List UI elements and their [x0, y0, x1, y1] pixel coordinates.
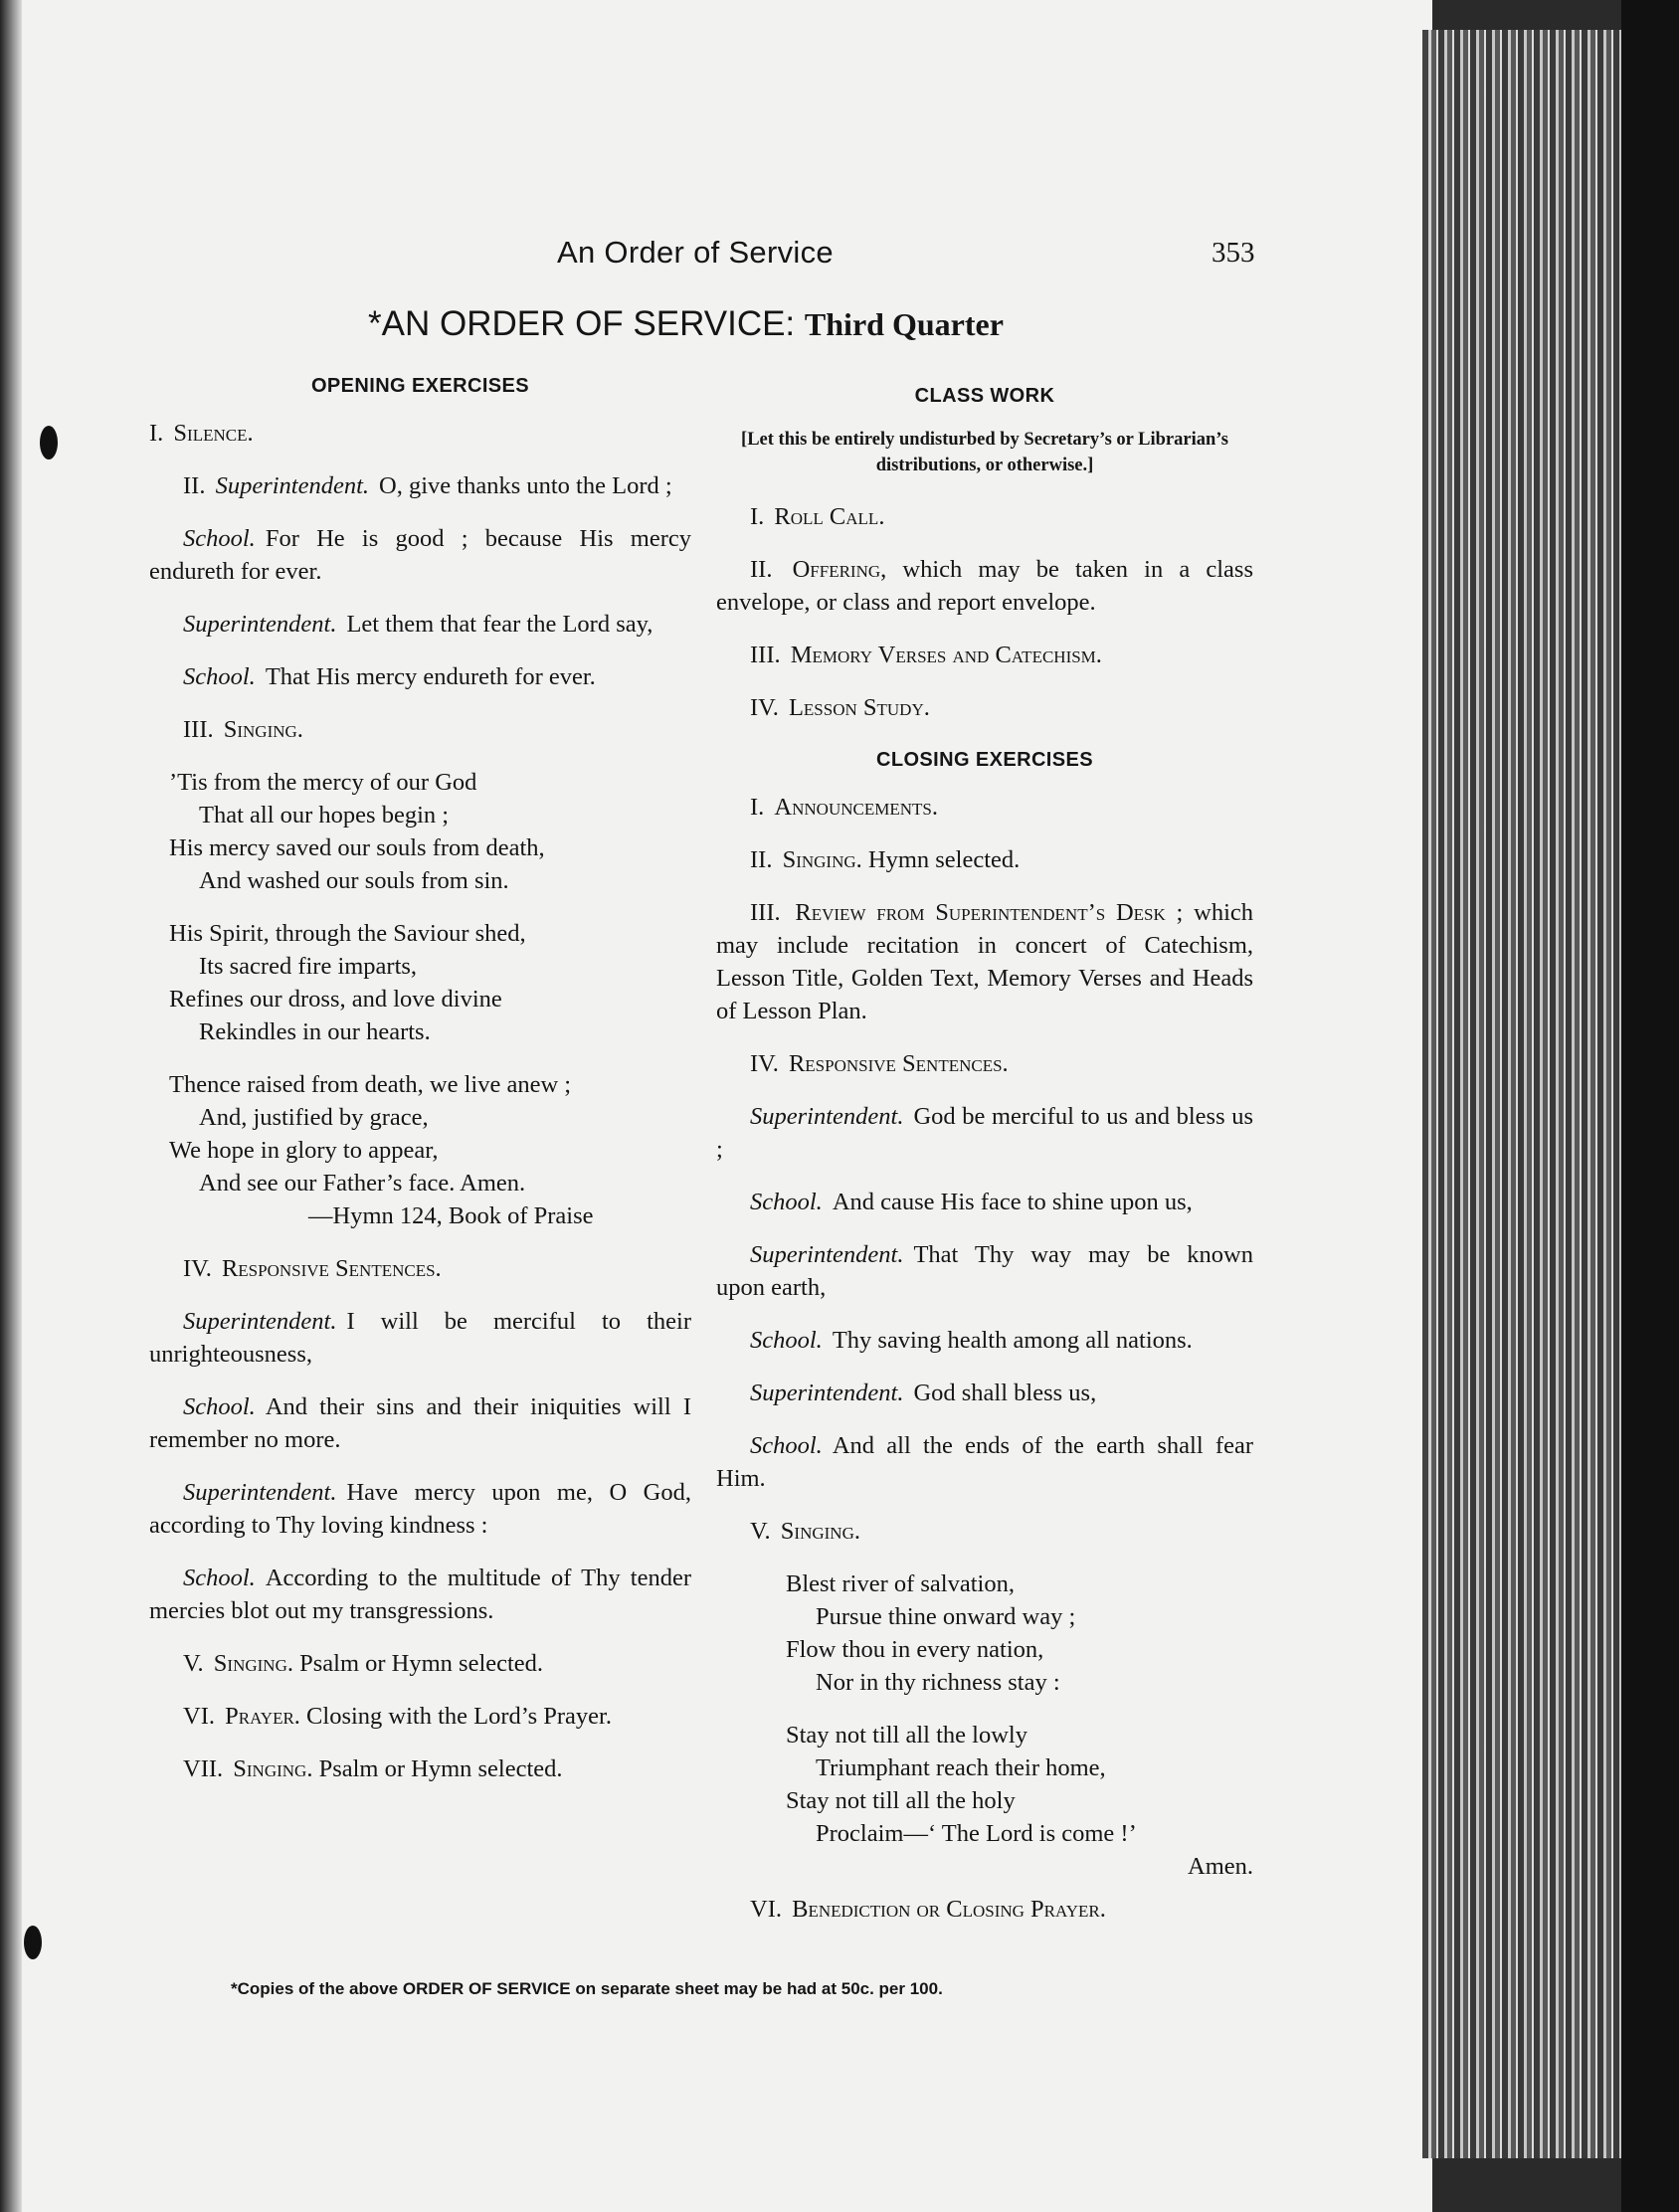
item-lesson-study: IV. Lesson Study. — [750, 694, 930, 721]
section-heading: OPENING EXERCISES — [310, 375, 530, 397]
hymn-stanza: Blest river of salvation, Pursue thine onward way ; Flow thou in every nation, Nor in thy richness stay : — [786, 1570, 1076, 1696]
response: School. And their sins and their iniquities will I remember no more. — [149, 1393, 691, 1453]
footnote: *Copies of the above ORDER OF SERVICE on separate sheet may be had at 50c. per 100. — [231, 1979, 943, 1998]
hymn-attribution: —Hymn 124, Book of Praise — [308, 1202, 594, 1229]
item-silence: I. Silence. — [149, 420, 254, 447]
item-prayer: VI. Prayer. Closing with the Lord’s Prayer. — [183, 1703, 612, 1730]
hymn-stanza: ’Tis from the mercy of our God That all our hopes begin ; His mercy saved our souls from death, And washed our souls from sin. — [169, 769, 545, 894]
section-heading: CLASS WORK — [914, 385, 1055, 407]
item-review: III. Review from Superintendent’s Desk ; which may include recitation in concert of Catechism, Lesson Title, Golden Text, Memory Verses and Heads of Lesson Plan. — [716, 899, 1254, 1024]
punch-hole — [24, 1926, 42, 1959]
hymn-stanza: Stay not till all the lowly Triumphant reach their home, Stay not till all the holy Proclaim—‘ The Lord is come !’ Amen. — [786, 1719, 1253, 1883]
right-column — [716, 370, 1253, 1945]
response: Superintendent. Have mercy upon me, O God, according to Thy loving kindness : — [149, 1479, 691, 1539]
punch-hole — [40, 426, 58, 460]
title-main: *AN ORDER OF SERVICE: — [368, 304, 796, 343]
response: Superintendent. I will be merciful to their unrighteousness, — [149, 1308, 691, 1368]
response: School. According to the multitude of Thy tender mercies blot out my transgressions. — [149, 1565, 691, 1624]
item-singing: III. Singing. — [183, 716, 303, 743]
item-singing: V. Singing. — [750, 1518, 860, 1545]
book-cover-edge — [1621, 0, 1679, 2212]
hymn-stanza: Thence raised from death, we live anew ; And, justified by grace, We hope in glory to appear, And see our Father’s face. Amen. —Hymn 124, Book of Praise — [169, 1068, 691, 1232]
amen: Amen. — [1188, 1853, 1253, 1880]
item-responsive-opening: II. Superintendent. O, give thanks unto the Lord ; — [183, 472, 672, 499]
item-roll-call: I. Roll Call. — [750, 503, 885, 530]
item-benediction: VI. Benediction or Closing Prayer. — [750, 1896, 1106, 1923]
title-quarter: Third Quarter — [804, 306, 1004, 342]
response: School. For He is good ; because His mercy endureth for ever. — [149, 525, 691, 585]
response: School. And cause His face to shine upon us, — [750, 1189, 1193, 1215]
response: Superintendent. God be merciful to us and bless us ; — [716, 1103, 1253, 1163]
hymn-stanza: His Spirit, through the Saviour shed, Its sacred fire imparts, Refines our dross, and love divine Rekindles in our hearts. — [169, 920, 526, 1045]
item-singing: II. Singing. Hymn selected. — [750, 846, 1021, 873]
running-head: An Order of Service — [557, 235, 834, 270]
item-offering: II. Offering, which may be taken in a class envelope, or class and report envelope. — [716, 556, 1254, 616]
binding-shadow — [0, 0, 22, 2212]
page-number: 353 — [1212, 237, 1255, 269]
response: Superintendent. God shall bless us, — [750, 1380, 1097, 1406]
page-edges — [1422, 30, 1631, 2158]
response: School. That His mercy endureth for ever. — [183, 663, 596, 690]
page-title — [368, 304, 1004, 344]
response: Superintendent. That Thy way may be known upon earth, — [716, 1241, 1253, 1301]
item-singing: V. Singing. Psalm or Hymn selected. — [183, 1650, 544, 1677]
response: School. Thy saving health among all nations. — [750, 1327, 1193, 1354]
left-column — [149, 370, 691, 1805]
response: Superintendent. Let them that fear the Lord say, — [183, 611, 653, 638]
section-heading: CLOSING EXERCISES — [876, 749, 1093, 771]
item-responsive-sentences: IV. Responsive Sentences. — [183, 1255, 442, 1282]
item-announcements: I. Announcements. — [750, 794, 938, 821]
item-singing: VII. Singing. Psalm or Hymn selected. — [183, 1755, 563, 1782]
item-memory-verses: III. Memory Verses and Catechism. — [750, 642, 1102, 668]
item-responsive-sentences: IV. Responsive Sentences. — [750, 1050, 1009, 1077]
response: School. And all the ends of the earth shall fear Him. — [716, 1432, 1253, 1492]
bracket-note: [Let this be entirely undisturbed by Secretary’s or Librarian’s distributions, or otherwise.] — [741, 430, 1228, 475]
